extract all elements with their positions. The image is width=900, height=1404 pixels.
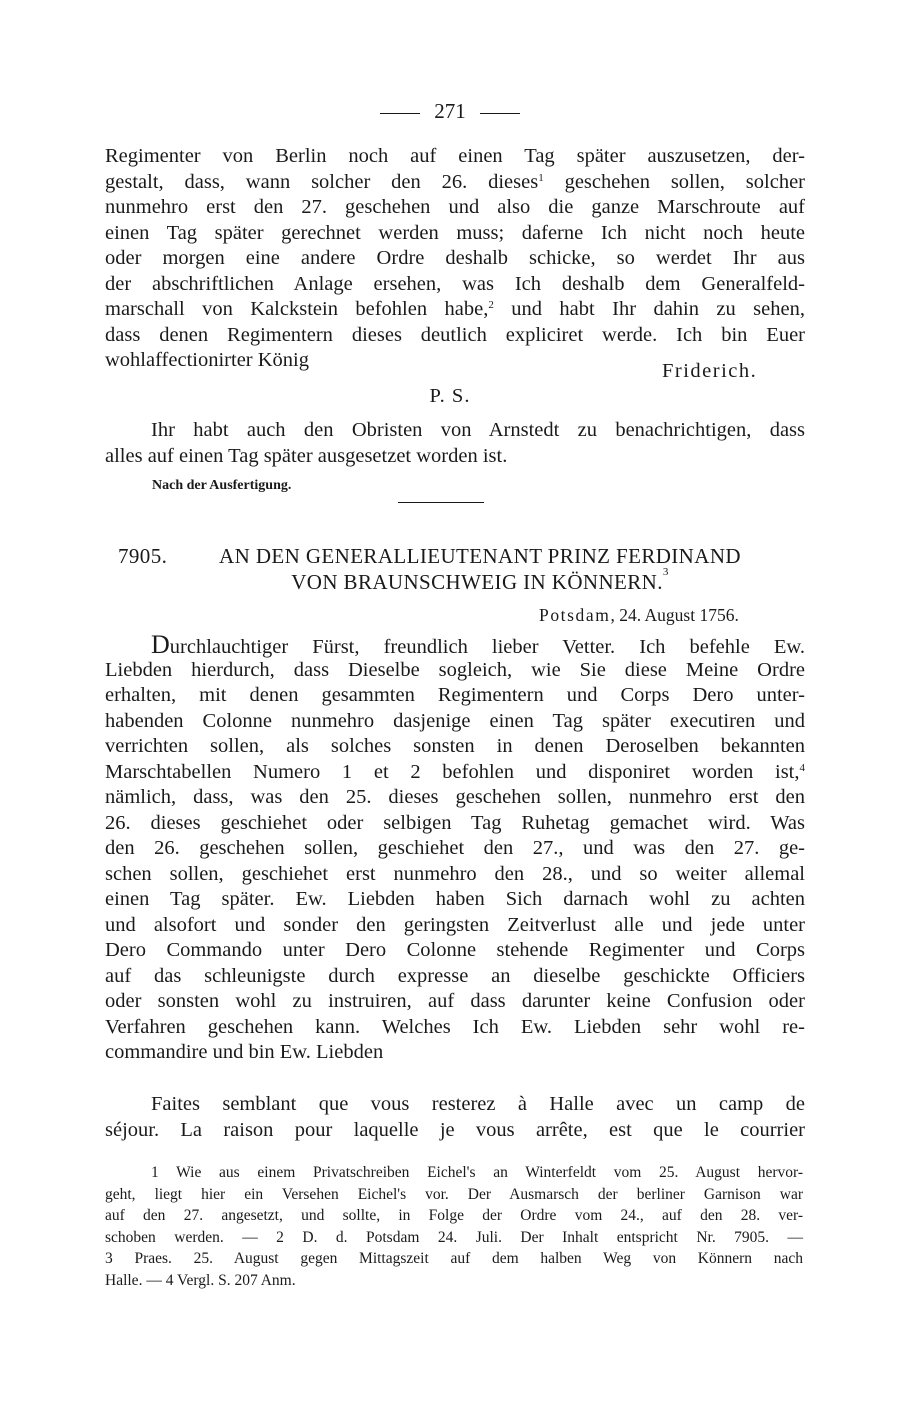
french-paragraph <box>105 1092 805 1143</box>
drop-cap: D <box>151 630 170 659</box>
footnote-ref: 3 <box>662 566 669 578</box>
text-line: den 26. geschehen sollen, geschiehet den 27., und was den 27. ge- <box>105 837 805 859</box>
text-line: nämlich, dass, was den 25. dieses geschehen sollen, nunmehro erst den <box>105 786 805 808</box>
text-line: der abschriftlichen Anlage ersehen, was Ich deshalb dem Generalfeld- <box>105 272 805 295</box>
text-line: Liebden hierdurch, dass Dieselbe sogleich, wie Sie diese Meine Ordre <box>105 658 805 681</box>
text-line: Verfahren geschehen kann. Welches Ich Ew. Liebden sehr wohl re- <box>105 1015 805 1038</box>
text-line: oder morgen eine andere Ordre deshalb schicke, so werdet Ihr aus <box>105 247 805 269</box>
text-line: séjour. La raison pour laquelle je vous arrête, est que le courrier <box>105 1118 805 1141</box>
text-line: marschall von Kalckstein befohlen habe,$^2$ und habt Ihr dahin zu sehen, <box>105 298 805 320</box>
text-line: commandire und bin Ew. Liebden <box>105 1041 384 1063</box>
letter-number: 7905. <box>118 544 168 568</box>
postscript-body <box>105 418 805 469</box>
footnote-line: 3 Praes. 25. August gegen Mittagszeit auf dem halben Weg von Könnern nach <box>105 1250 803 1267</box>
footnote-line: geht, liegt hier ein Versehen Eichel's vor. Der Ausmarsch der berliner Garnison war <box>105 1185 803 1203</box>
text-line: Faites semblant que vous resterez à Halle avec un camp de <box>151 1093 805 1115</box>
page-number: 271 <box>434 99 466 123</box>
text-line: 26. dieses geschiehet oder selbigen Tag Ruhetag gemachet wird. Was <box>105 811 805 834</box>
text-line: oder sonsten wohl zu instruiren, auf dass darunter keine Confusion oder <box>105 990 805 1012</box>
section-divider <box>398 502 484 503</box>
header-dash-right <box>480 113 520 114</box>
text-line: gestalt, dass, wann solcher den 26. dieses$^1$ geschehen sollen, solcher <box>105 170 805 193</box>
letter2-body <box>105 632 805 1066</box>
text-line: verrichten sollen, als solches sonsten in denen Deroselben bekannten <box>105 735 805 757</box>
dateline <box>539 605 739 626</box>
text-line: habenden Colonne nunmehro dasjenige einen Tag später executiren und <box>105 709 805 732</box>
header-dash-left <box>380 113 420 114</box>
text-line: auf das schleunigste durch expresse an dieselbe geschickte Officiers <box>105 964 805 987</box>
text-line: alles auf einen Tag später ausgesetzet worden ist. <box>105 444 508 467</box>
text-line: Ihr habt auch den Obristen von Arnstedt zu benachrichtigen, dass <box>151 419 805 441</box>
footnote-line: 1 Wie aus einem Privatschreiben Eichel's an Winterfeldt vom 25. August hervor- <box>151 1164 803 1181</box>
text-line: Marschtabellen Numero 1 et 2 befohlen und disponiret worden ist,$^4$ <box>105 760 805 783</box>
letter-heading <box>0 544 900 569</box>
postscript-title: P. S. <box>429 385 471 407</box>
footnote-line: auf den 27. angesetzt, und sollte, in Folge der Ordre vom 24., auf den 28. ver- <box>105 1207 803 1224</box>
date-value: , 24. August 1756. <box>610 605 739 625</box>
footnotes <box>105 1162 803 1291</box>
text-line: wohlaffectionirter König <box>105 349 309 371</box>
text-line: Durchlauchtiger Fürst, freundlich lieber Vetter. Ich befehle Ew. <box>151 630 805 659</box>
text-line: schen sollen, geschiehet erst nunmehro den 28., und so weiter allemal <box>105 862 805 885</box>
signature: Friderich. <box>662 360 758 382</box>
text-line: Regimenter von Berlin noch auf einen Tag später auszusetzen, der- <box>105 145 805 167</box>
text-line: einen Tag später. Ew. Liebden haben Sich darnach wohl zu achten <box>105 888 805 910</box>
footnote-line: Halle. — 4 Vergl. S. 207 Anm. <box>105 1271 296 1289</box>
text-line: und alsofort und sonder den geringsten Zeitverlust alle und jede unter <box>105 913 805 936</box>
footnote-ref: 4 <box>799 761 805 774</box>
heading-line-1: AN DEN GENERALLIEUTENANT PRINZ FERDINAND <box>219 544 741 568</box>
text-line: dass denen Regimentern dieses deutlich expliciret werde. Ich bin Euer <box>105 323 805 346</box>
letter1-body <box>105 144 805 374</box>
footnote-line: schoben werden. — 2 D. d. Potsdam 24. Juli. Der Inhalt entspricht Nr. 7905. — <box>105 1228 803 1246</box>
text-line: erhalten, mit denen gesammten Regimentern und Corps Dero unter- <box>105 684 805 706</box>
page-header <box>0 98 900 124</box>
text-line: nunmehro erst den 27. geschehen und also die ganze Marschroute auf <box>105 196 805 218</box>
source-note: Nach der Ausfertigung. <box>152 478 292 493</box>
text-line: Dero Commando unter Dero Colonne stehende Regimenter und Corps <box>105 939 805 961</box>
date-place: Potsdam <box>539 605 611 625</box>
footnote-ref: 1 <box>538 171 544 184</box>
heading-line-2: VON BRAUNSCHWEIG IN KÖNNERN. <box>291 570 663 594</box>
text-line: einen Tag später gerechnet werden muss; daferne Ich nicht noch heute <box>105 221 805 244</box>
letter-heading-2 <box>0 566 900 595</box>
footnote-ref: 2 <box>488 299 494 311</box>
